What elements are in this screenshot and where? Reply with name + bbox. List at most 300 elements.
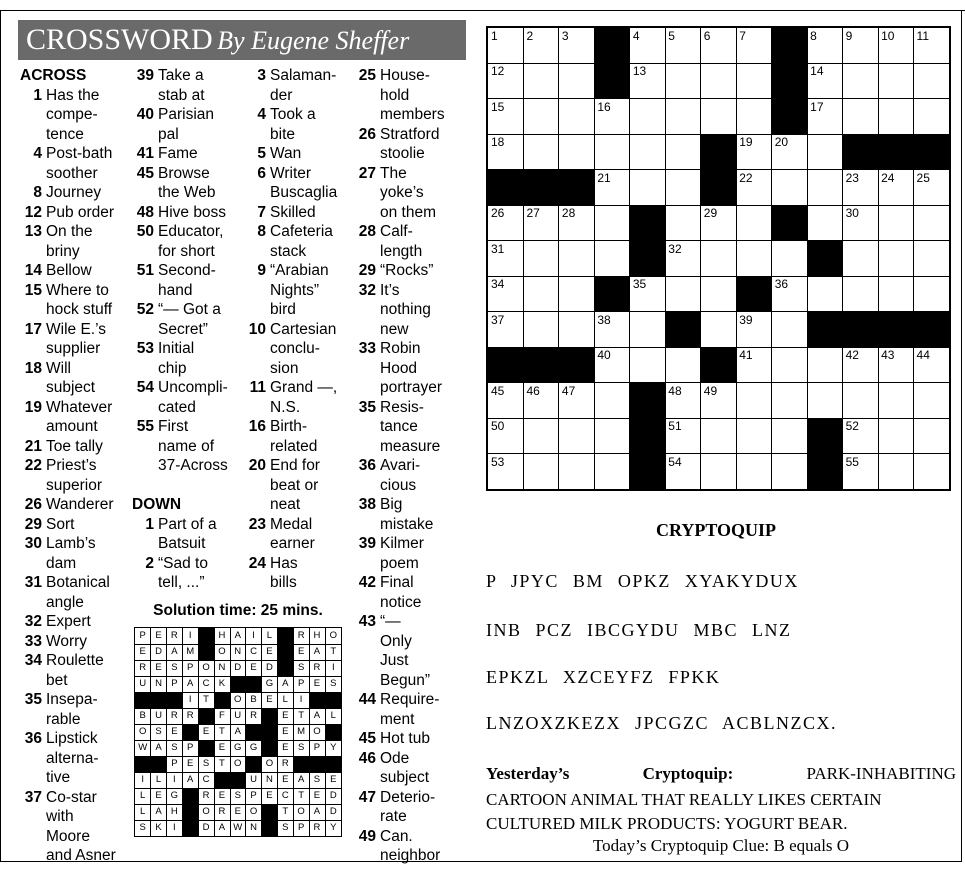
clue-text: briny (46, 242, 80, 260)
grid-cell (559, 134, 595, 170)
clue-text: Second- (158, 262, 216, 279)
grid-cell (630, 63, 666, 99)
grid-cell (665, 134, 701, 170)
solution-cell: O (262, 756, 278, 773)
solution-cell: E (183, 756, 199, 773)
clue-text: rable (46, 710, 81, 728)
solution-cell: B (135, 708, 151, 725)
grid-cell (736, 99, 772, 135)
clue-text: First (158, 418, 189, 435)
grid-cell (488, 418, 524, 454)
solution-black-square (309, 756, 325, 773)
solution-cell: W (230, 820, 246, 837)
solution-cell: S (198, 756, 214, 773)
across-clues-column-1 (20, 66, 132, 866)
solution-cell: C (246, 644, 262, 661)
down-clues-column-3 (244, 66, 356, 593)
black-square (843, 134, 879, 170)
cell-number: 41 (739, 348, 753, 363)
clue-text: Where to (46, 281, 109, 299)
down-heading: DOWN (132, 496, 182, 513)
grid-cell (807, 276, 843, 312)
clue-line (354, 183, 460, 203)
clue-line (354, 86, 460, 106)
black-square (772, 28, 808, 64)
solution-cell: U (135, 676, 151, 693)
cell-number: 19 (739, 135, 753, 150)
grid-cell (701, 28, 737, 64)
clue-number: 49 (358, 827, 376, 845)
grid-cell (594, 170, 630, 206)
solution-black-square (262, 724, 278, 741)
clue-text: Toe tally (46, 437, 103, 455)
clue-line (244, 437, 356, 457)
cell-number: 51 (668, 419, 682, 434)
clue-number: 2 (145, 554, 154, 572)
solution-black-square (183, 788, 199, 805)
solution-cell: K (151, 820, 167, 837)
solution-cell: S (135, 820, 151, 837)
clue-number: 4 (257, 106, 266, 123)
right-rule (961, 10, 962, 862)
solution-cell: B (246, 692, 262, 709)
clue-text: Calf- (380, 223, 413, 240)
clue-text: Begun” (380, 671, 430, 689)
grid-cell (523, 134, 559, 170)
clue-text: subject (380, 769, 430, 786)
grid-cell (843, 99, 879, 135)
black-square (630, 418, 666, 454)
clue-line (354, 320, 460, 340)
grid-cell (630, 312, 666, 348)
bottom-rule (0, 861, 962, 862)
grid-cell (736, 134, 772, 170)
clue-text: Avari- (380, 457, 421, 474)
clue-text: Has the (46, 86, 100, 104)
clue-text: new (380, 320, 409, 338)
left-rule (0, 10, 1, 862)
clue-line (20, 534, 132, 554)
clue-text: Uncompli- (158, 379, 228, 396)
black-square (914, 312, 949, 348)
clue-text: Took a (270, 106, 316, 123)
yesterday-line-3: CULTURED MILK PRODUCTS: YOGURT BEAR. (486, 814, 848, 833)
solution-cell: S (309, 772, 325, 789)
grid-cell (914, 454, 949, 489)
clue-number: 23 (248, 515, 266, 533)
clue-text: der (270, 86, 293, 104)
grid-cell (559, 276, 595, 312)
clue-text: Grand —, (270, 379, 338, 396)
grid-cell (807, 205, 843, 241)
clue-line (20, 398, 132, 418)
clue-text: hock stuff (46, 301, 113, 318)
grid-cell (843, 28, 879, 64)
crossword-banner (18, 20, 466, 60)
solution-cell: E (151, 628, 167, 645)
black-square (843, 312, 879, 348)
solution-cell: E (262, 644, 278, 661)
clue-text: rate (380, 808, 407, 825)
cryptoquip-line-2: INB PCZ IBCGYDU MBC LNZ (486, 620, 792, 640)
grid-cell (807, 347, 843, 383)
grid-cell (665, 28, 701, 64)
clue-line (244, 398, 356, 418)
clue-text: portrayer (380, 379, 443, 396)
cell-number: 39 (739, 312, 753, 327)
solution-cell: A (151, 804, 167, 821)
clue-text: Fame (158, 145, 198, 162)
black-square (772, 99, 808, 135)
grid-cell (772, 383, 808, 419)
black-square (701, 134, 737, 170)
grid-cell (523, 99, 559, 135)
clue-line (20, 242, 132, 262)
grid-cell (665, 241, 701, 277)
solution-cell: N (246, 820, 262, 837)
clue-text: 37-Across (158, 457, 228, 474)
cell-number: 4 (632, 29, 640, 43)
grid-cell (665, 276, 701, 312)
clue-number: 39 (358, 535, 376, 552)
cell-number: 30 (845, 206, 859, 221)
clue-text: on them (380, 203, 437, 221)
clue-text: The (380, 164, 407, 182)
clue-line (354, 398, 460, 418)
clue-line (132, 105, 254, 125)
clue-line (354, 66, 460, 86)
solution-cell: G (230, 740, 246, 757)
clue-number: 44 (358, 691, 376, 708)
clue-number: 15 (24, 281, 42, 299)
cell-number: 7 (739, 29, 746, 43)
solution-cell: I (325, 660, 341, 677)
solution-cell: O (293, 804, 309, 821)
clue-text: with (46, 808, 74, 825)
clue-text: Pub order (46, 203, 115, 221)
cell-number: 44 (916, 348, 930, 363)
clue-line (132, 456, 254, 476)
solution-cell: E (278, 708, 294, 725)
solution-cell: S (293, 740, 309, 757)
cell-number: 55 (845, 454, 859, 469)
grid-cell (559, 241, 595, 277)
clue-number: 24 (248, 554, 266, 572)
solution-cell: I (135, 772, 151, 789)
clue-text: conclu- (270, 340, 320, 357)
solution-cell: A (230, 724, 246, 741)
clue-line (20, 456, 132, 476)
clue-line (354, 729, 460, 749)
solution-cell: E (214, 740, 230, 757)
grid-cell (559, 205, 595, 241)
clue-line (354, 339, 460, 359)
cell-number: 29 (703, 206, 718, 221)
solution-cell: O (135, 724, 151, 741)
solution-black-square (198, 740, 214, 757)
clue-number: 39 (136, 67, 154, 84)
clue-number: 55 (136, 418, 154, 435)
top-rule (0, 10, 965, 11)
clue-line (244, 242, 356, 262)
solution-black-square (325, 692, 341, 709)
clue-text: hold (380, 86, 410, 104)
clue-number: 33 (358, 340, 376, 357)
solution-black-square (246, 756, 262, 773)
solution-cell: I (167, 820, 183, 837)
clue-line (20, 495, 132, 515)
clue-line (132, 222, 254, 242)
clue-line (354, 476, 460, 496)
solution-cell: U (151, 708, 167, 725)
grid-cell (914, 241, 949, 277)
grid-cell (807, 170, 843, 206)
solution-cell: O (214, 644, 230, 661)
grid-cell (878, 170, 914, 206)
solution-cell: P (167, 676, 183, 693)
clue-number: 12 (24, 203, 42, 221)
clue-text: Journey (46, 184, 102, 201)
solution-cell: R (278, 756, 294, 773)
solution-cell: E (325, 772, 341, 789)
solution-cell: O (198, 804, 214, 821)
grid-cell (878, 28, 914, 64)
clue-text: stack (270, 242, 307, 260)
solution-black-square (183, 724, 199, 741)
clue-text: Require- (380, 691, 440, 708)
clue-line (20, 515, 132, 535)
grid-cell (701, 383, 737, 419)
solution-black-square (183, 820, 199, 837)
clue-line (20, 281, 132, 301)
clue-text: N.S. (270, 398, 301, 416)
clue-text: Expert (46, 613, 91, 630)
cell-number: 10 (881, 29, 895, 43)
grid-cell (736, 63, 772, 99)
grid-cell (807, 99, 843, 135)
clue-text: superior (46, 476, 102, 494)
clue-line (20, 729, 132, 749)
grid-cell (665, 383, 701, 419)
solution-black-square (198, 708, 214, 725)
cell-number: 35 (632, 277, 647, 292)
solution-cell: T (214, 756, 230, 773)
grid-cell (807, 134, 843, 170)
solution-cell: L (135, 788, 151, 805)
clue-line (354, 417, 460, 437)
todays-clue: Today’s Cryptoquip Clue: B equals O (592, 836, 850, 855)
solution-cell: H (309, 628, 325, 645)
solution-cell: T (214, 724, 230, 741)
grid-cell (559, 28, 595, 64)
clue-line (354, 203, 460, 223)
black-square (488, 170, 524, 206)
clue-line (20, 710, 132, 730)
clue-line (132, 86, 254, 106)
clue-line (354, 651, 460, 671)
grid-cell (594, 134, 630, 170)
clue-number: 34 (24, 652, 42, 669)
solution-cell: M (293, 724, 309, 741)
clue-text: Wile E.’s (46, 320, 107, 338)
grid-cell (843, 241, 879, 277)
black-square (772, 205, 808, 241)
grid-cell (701, 99, 737, 135)
solution-cell: R (135, 660, 151, 677)
solution-cell: A (183, 676, 199, 693)
grid-cell (878, 99, 914, 135)
solution-cell: O (230, 692, 246, 709)
clue-text: nothing (380, 301, 431, 318)
clue-text: name of (158, 437, 215, 455)
cell-number: 11 (916, 29, 929, 43)
crossword-grid (486, 26, 951, 491)
grid-cell (914, 347, 949, 383)
solution-cell: A (183, 772, 199, 789)
solution-cell: E (309, 676, 325, 693)
grid-cell (914, 276, 949, 312)
grid-cell (594, 312, 630, 348)
clue-line (354, 144, 460, 164)
solution-cell: I (293, 692, 309, 709)
clue-line (20, 807, 132, 827)
clue-line (244, 281, 356, 301)
grid-cell (701, 312, 737, 348)
clue-line (354, 242, 460, 262)
grid-cell (878, 241, 914, 277)
solution-cell: A (309, 644, 325, 661)
solution-cell: I (183, 628, 199, 645)
clue-line (244, 125, 356, 145)
clue-text: bite (270, 125, 295, 143)
solution-cell: C (278, 788, 294, 805)
clue-number: 22 (24, 457, 42, 474)
black-square (559, 347, 595, 383)
solution-cell: R (198, 788, 214, 805)
grid-cell (523, 312, 559, 348)
solution-cell: A (214, 820, 230, 837)
grid-cell (843, 454, 879, 489)
grid-cell (630, 170, 666, 206)
black-square (523, 170, 559, 206)
grid-cell (736, 454, 772, 489)
clue-line (354, 710, 460, 730)
solution-cell: P (167, 756, 183, 773)
grid-cell (807, 383, 843, 419)
solution-cell: S (151, 724, 167, 741)
grid-cell (523, 454, 559, 489)
clue-number: 36 (358, 457, 376, 474)
solution-cell: M (183, 644, 199, 661)
cell-number: 16 (597, 99, 611, 114)
clue-text: the Web (158, 184, 216, 201)
solution-cell: D (325, 804, 341, 821)
cell-number: 1 (491, 29, 498, 43)
solution-cell: E (293, 644, 309, 661)
solution-cell: A (151, 740, 167, 757)
solution-cell: I (167, 772, 183, 789)
cell-number: 49 (703, 383, 718, 398)
grid-cell (878, 276, 914, 312)
grid-cell (914, 99, 949, 135)
grid-cell (772, 454, 808, 489)
clue-line (132, 573, 254, 593)
solution-cell: W (135, 740, 151, 757)
clue-number: 8 (33, 184, 42, 201)
grid-cell (878, 205, 914, 241)
clue-text: pal (158, 125, 179, 143)
clue-line (20, 378, 132, 398)
solution-cell: U (246, 772, 262, 789)
solution-black-square (151, 692, 167, 709)
solution-cell: O (325, 628, 341, 645)
solution-cell: P (246, 788, 262, 805)
clue-text: Co-star (46, 788, 97, 806)
clue-line (20, 320, 132, 340)
clue-text: Roulette (46, 652, 104, 669)
clue-line (354, 437, 460, 457)
clue-text: hand (158, 281, 193, 299)
solution-cell: N (230, 644, 246, 661)
black-square (772, 63, 808, 99)
clue-line (20, 788, 132, 808)
grid-cell (523, 205, 559, 241)
clue-text: Botanical (46, 574, 110, 591)
solution-cell: L (151, 772, 167, 789)
grid-cell (914, 63, 949, 99)
clue-text: related (270, 437, 318, 455)
clue-line (132, 261, 254, 281)
grid-cell (736, 312, 772, 348)
clue-number: 5 (257, 145, 266, 162)
solution-cell: I (246, 628, 262, 645)
clue-number: 27 (358, 164, 376, 182)
grid-cell (523, 63, 559, 99)
grid-cell (559, 312, 595, 348)
grid-cell (701, 454, 737, 489)
grid-cell (559, 454, 595, 489)
solution-black-square (151, 756, 167, 773)
grid-cell (701, 418, 737, 454)
solution-cell: S (293, 660, 309, 677)
grid-cell (772, 134, 808, 170)
clue-text: cated (158, 398, 196, 416)
grid-cell (772, 170, 808, 206)
clue-text: mistake (380, 515, 434, 533)
grid-cell (807, 63, 843, 99)
black-square (630, 241, 666, 277)
grid-cell (914, 418, 949, 454)
grid-cell (736, 418, 772, 454)
clue-text: Stratford (380, 125, 440, 143)
clue-number: 52 (136, 301, 154, 318)
cell-number: 6 (703, 29, 711, 43)
clue-text: members (380, 106, 445, 123)
grid-cell (559, 63, 595, 99)
clue-text: measure (380, 437, 441, 455)
clue-text: Buscaglia (270, 184, 338, 201)
clue-text: Sort (46, 515, 75, 533)
clue-line (132, 203, 254, 223)
grid-cell (594, 418, 630, 454)
grid-cell (772, 276, 808, 312)
solution-cell: L (135, 804, 151, 821)
black-square (807, 241, 843, 277)
solution-cell: O (230, 756, 246, 773)
black-square (878, 312, 914, 348)
grid-cell (736, 205, 772, 241)
clue-line (132, 320, 254, 340)
